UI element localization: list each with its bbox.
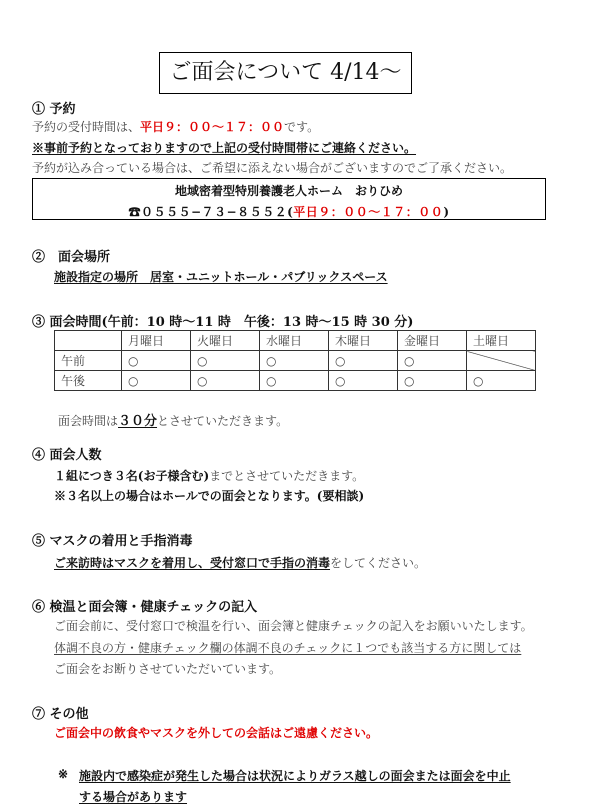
visitor-limit-text: までとさせていただきます。 bbox=[209, 469, 365, 483]
crowded-note: 予約が込み合っている場合は、ご希望に添えない場合がございますのでご了承ください。 bbox=[32, 161, 513, 175]
visitor-limit-note: ※３名以上の場合はホールでの面会となります。(要相談) bbox=[54, 489, 365, 503]
section-7-heading: ⑦ その他 bbox=[32, 707, 89, 722]
day-header: 火曜日 bbox=[191, 331, 260, 351]
slot-cell: ○ bbox=[398, 371, 467, 391]
slot-cell: ○ bbox=[398, 351, 467, 371]
day-header: 水曜日 bbox=[260, 331, 329, 351]
reservation-hours-prefix: 予約の受付時間は、 bbox=[32, 120, 141, 134]
duration-value: ３０分 bbox=[118, 414, 158, 429]
duration-prefix: 面会時間は bbox=[58, 414, 119, 428]
visit-location: 施設指定の場所 居室・ユニットホール・パブリックスペース bbox=[54, 270, 388, 284]
mask-disinfection-bold: ご来訪時はマスクを着用し、受付窓口で手指の消毒 bbox=[54, 556, 331, 570]
reservation-hours-line bbox=[32, 118, 319, 135]
phone-hours: 平日９：００〜１７：００ bbox=[293, 205, 444, 219]
visit-duration-line bbox=[58, 410, 288, 429]
page-title: ご面会について 4/14〜 bbox=[159, 52, 412, 94]
slot-cell-unavailable bbox=[467, 351, 536, 371]
day-header: 月曜日 bbox=[122, 331, 191, 351]
contact-box bbox=[32, 178, 546, 220]
advance-reservation-note: ※事前予約となっておりますので上記の受付時間帯にご連絡ください。 bbox=[32, 141, 417, 155]
table-row bbox=[55, 371, 536, 391]
slot-cell: ○ bbox=[329, 351, 398, 371]
section-3-heading: ③ 面会時間(午前：10 時〜11 時 午後：13 時〜15 時 30 分) bbox=[32, 315, 414, 330]
row-label-afternoon: 午後 bbox=[55, 371, 122, 391]
slot-cell: ○ bbox=[467, 371, 536, 391]
mask-disinfection-text: をしてください。 bbox=[330, 556, 427, 570]
day-header: 土曜日 bbox=[467, 331, 536, 351]
note-mark: ※ bbox=[58, 767, 69, 781]
section-2-heading: ② 面会場所 bbox=[32, 250, 111, 265]
slot-cell: ○ bbox=[260, 371, 329, 391]
infection-note-line-2: する場合があります bbox=[79, 790, 188, 804]
slot-cell: ○ bbox=[122, 351, 191, 371]
visitor-limit-line bbox=[54, 465, 364, 484]
duration-suffix: とさせていただきます。 bbox=[157, 414, 289, 428]
contact-phone-line bbox=[33, 203, 545, 220]
mask-disinfection-line bbox=[54, 552, 426, 571]
facility-name: 地域密着型特別養護老人ホーム おりひめ bbox=[174, 184, 403, 198]
section-6-heading: ⑥ 検温と面会簿・健康チェックの記入 bbox=[32, 600, 258, 615]
visitor-limit-bold: １組につき３名(お子様含む) bbox=[54, 469, 210, 483]
reservation-hours-suffix: です。 bbox=[284, 120, 320, 134]
table-row bbox=[55, 351, 536, 371]
no-eating-note: ご面会中の飲食やマスクを外しての会話はご遠慮ください。 bbox=[54, 726, 379, 740]
slot-cell: ○ bbox=[122, 371, 191, 391]
slot-cell: ○ bbox=[191, 351, 260, 371]
section-4-heading: ④ 面会人数 bbox=[32, 448, 102, 463]
decline-line: ご面会をお断りさせていただいています。 bbox=[54, 662, 282, 676]
phone-number: ☎０５５５−７３−８５５２( bbox=[128, 205, 294, 219]
infection-note-line-1: 施設内で感染症が発生した場合は状況によりガラス越しの面会または面会を中止 bbox=[79, 769, 511, 783]
slot-cell: ○ bbox=[260, 351, 329, 371]
slot-cell: ○ bbox=[191, 371, 260, 391]
section-1-heading: ① 予約 bbox=[32, 102, 76, 117]
slot-cell: ○ bbox=[329, 371, 398, 391]
visit-schedule-table bbox=[54, 330, 536, 391]
table-corner-cell bbox=[55, 331, 122, 351]
temperature-check-line: ご面会前に、受付窓口で検温を行い、面会簿と健康チェックの記入をお願いいたします。 bbox=[54, 619, 533, 633]
section-5-heading: ⑤ マスクの着用と手指消毒 bbox=[32, 534, 193, 549]
day-header: 木曜日 bbox=[329, 331, 398, 351]
reservation-hours-value: 平日９：００〜１７：００ bbox=[140, 120, 285, 134]
row-label-morning: 午前 bbox=[55, 351, 122, 371]
phone-close-paren: ) bbox=[443, 205, 450, 219]
table-header-row bbox=[55, 331, 536, 351]
day-header: 金曜日 bbox=[398, 331, 467, 351]
health-check-line: 体調不良の方・健康チェック欄の体調不良のチェックに１つでも該当する方に関しては bbox=[54, 641, 522, 655]
